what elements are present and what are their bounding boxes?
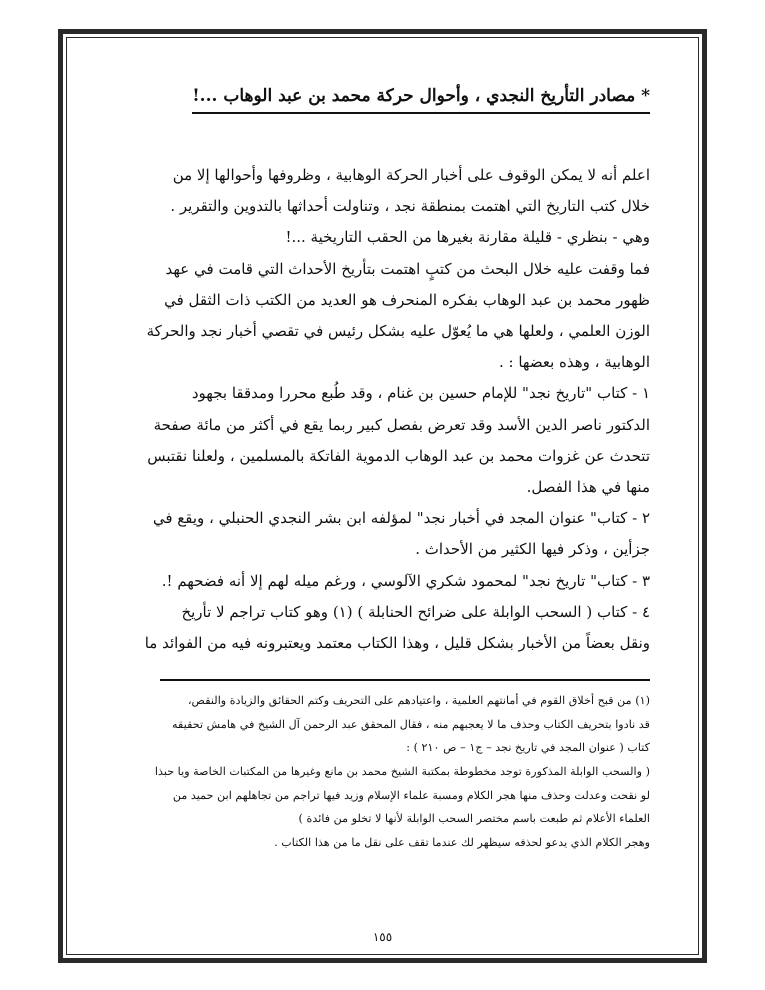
footnote-line: لو نقحت وعدلت وحذف منها هجر الكلام ومسبة علماء الإسلام وزيد فيها تراجم من تجاهلهم ابن حميد من bbox=[172, 788, 650, 802]
paragraph-line: ٢ - كتاب" عنوان المجد في أخبار نجد" لمؤلفه ابن بشر النجدي الحنبلي ، ويقع في bbox=[152, 509, 650, 528]
paragraph-line: الوزن العلمي ، ولعلها هي ما يُعوّل عليه بشكل رئيس في تقصي أخبار نجد والحركة bbox=[146, 322, 650, 341]
footnotes bbox=[110, 689, 650, 854]
paragraph-line: فما وقفت عليه خلال البحث من كتبٍ اهتمت بتأريخ الأحداث التي قامت في عهد bbox=[165, 259, 650, 278]
footnote-line: ( والسحب الوابلة المذكورة توجد مخطوطة بمكتبة الشيخ محمد بن مانع وغيرها من المكتبات الخاصة ويا حبذا bbox=[154, 765, 650, 779]
paragraph-line: خلال كتب التاريخ التي اهتمت بمنطقة نجد ، وتناولت أحداثها بالتدوين والتقرير . bbox=[170, 197, 650, 216]
footnote-line: وهجر الكلام الذي يدعو لحذفه سيظهر لك عندما تقف على نقل ما من هذا الكتاب . bbox=[274, 835, 650, 849]
document-page bbox=[110, 82, 650, 854]
footnote-line: كتاب ( عنوان المجد في تاريخ نجد – ج١ – ص ٢١٠ ) : bbox=[406, 741, 650, 755]
paragraph-line: ١ - كتاب "تاريخ نجد" للإمام حسين بن غنام ، وقد طُبع محررا ومدققا بجهود bbox=[191, 384, 650, 403]
footnote-line: العلماء الأعلام ثم طبعت باسم مختصر السحب الوابلة لأنها لا تخلو من فائدة ) bbox=[298, 812, 650, 826]
section-title: * مصادر التأريخ النجدي ، وأحوال حركة محمد بن عبد الوهاب ...! bbox=[192, 82, 650, 114]
footnote-line: (١) من قبح أخلاق القوم في أمانتهم العلمية ، واعتيادهم على التحريف وكتم الحقائق والزيادة والنقص، bbox=[187, 694, 650, 708]
paragraph-line: منها في هذا الفصل. bbox=[526, 478, 650, 497]
paragraph-line: الدكتور ناصر الدين الأسد وقد تعرض بفصل كبير ربما يقع في أكثر من مائة صفحة bbox=[153, 415, 650, 434]
paragraph-line: تتحدث عن غزوات محمد بن عبد الوهاب الدموية الفاتكة بالمسلمين ، ولعلنا نقتبس bbox=[147, 446, 650, 465]
paragraph-line: وهي - بنظري - قليلة مقارنة بغيرها من الحقب التاريخية ...! bbox=[285, 228, 650, 247]
paragraph-line: الوهابية ، وهذه بعضها : . bbox=[498, 353, 650, 372]
body-text bbox=[110, 160, 650, 659]
paragraph-line: ونقل بعضاً من الأخبار بشكل قليل ، وهذا الكتاب معتمد ويعتبرونه فيه من الفوائد ما bbox=[144, 634, 650, 653]
paragraph-line: ٣ - كتاب" تاريخ نجد" لمحمود شكري الآلوسي ، ورغم ميله لهم إلا أنه فضحهم !. bbox=[161, 571, 650, 590]
footnote-line: قد نادوا بتحريف الكتاب وحذف ما لا يعجبهم منه ، فقال المحقق عبد الرحمن آل الشيخ في هامش تحقيقه bbox=[172, 717, 650, 731]
footnote-separator bbox=[160, 679, 650, 681]
page-number: ١٥٥ bbox=[372, 930, 393, 944]
paragraph-line: ٤ - كتاب ( السحب الوابلة على ضرائح الحنابلة ) (١) وهو كتاب تراجم لا تأريخ bbox=[181, 602, 650, 621]
paragraph-line: اعلم أنه لا يمكن الوقوف على أخبار الحركة الوهابية ، وظروفها وأحوالها إلا من bbox=[172, 166, 650, 184]
paragraph-line: ظهور محمد بن عبد الوهاب بفكره المنحرف هو العديد من الكتب ذات الثقل في bbox=[164, 290, 650, 309]
paragraph-line: جزأين ، وذكر فيها الكثير من الأحداث . bbox=[415, 540, 650, 559]
